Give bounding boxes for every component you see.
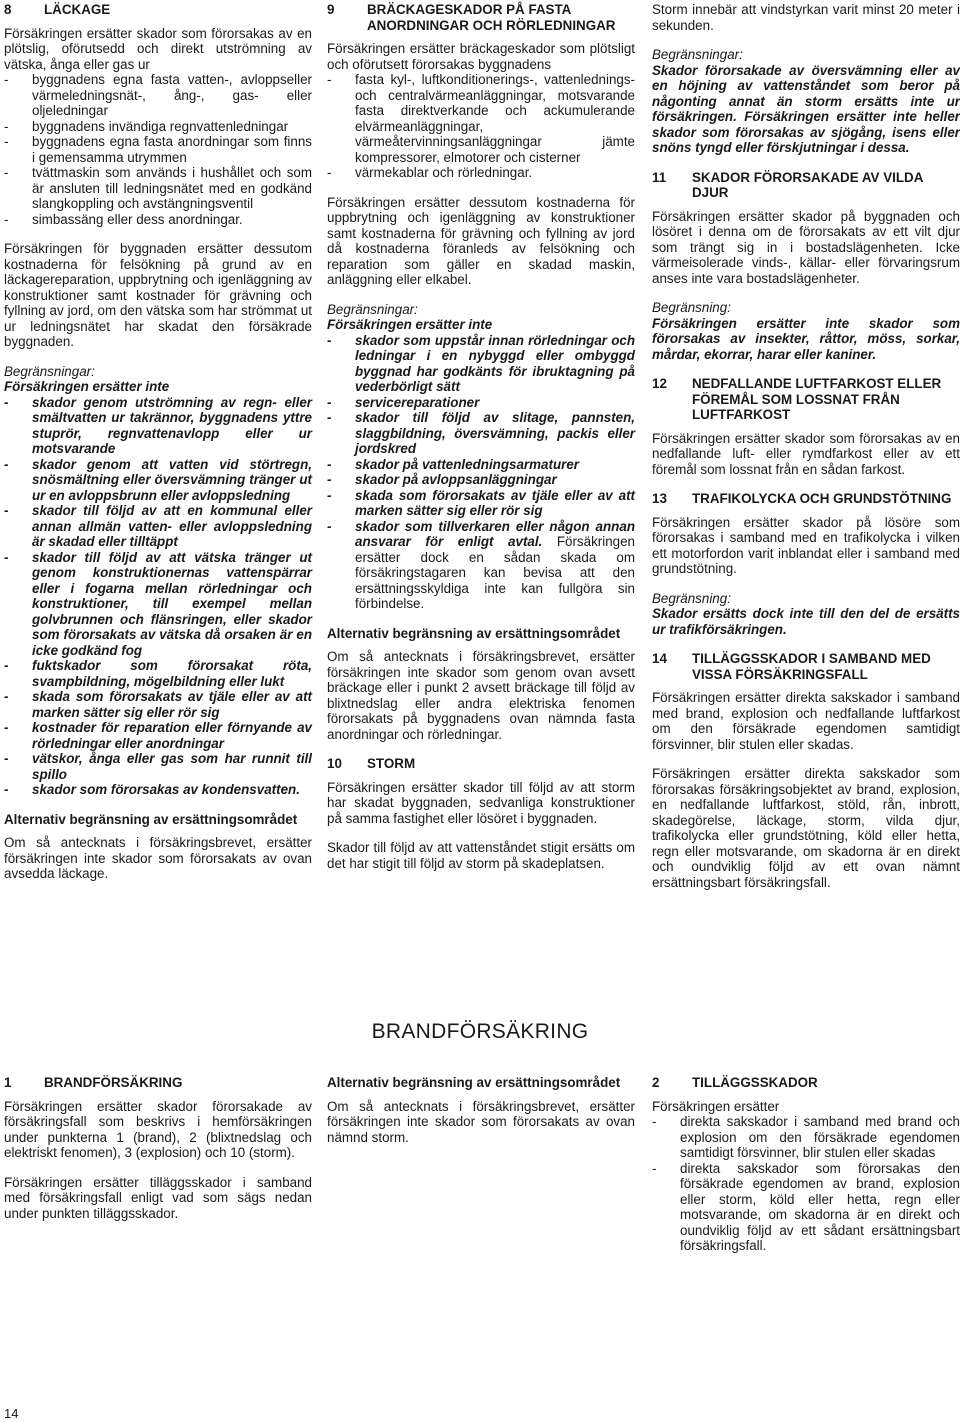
paragraph: Om så antecknats i försäkringsbrevet, ersätter försäkringen inte skador som förorsakats av ovan avsedda läckage.	[4, 835, 312, 881]
paragraph: Försäkringen ersätter	[652, 1098, 780, 1114]
section-title: TRAFIKOLYCKA OCH GRUNDSTÖTNING	[692, 491, 952, 506]
page-number: 14	[4, 1406, 19, 1421]
chapter-title: BRANDFÖRSÄKRING	[371, 1020, 589, 1043]
alt-limitation-heading: Alternativ begränsning av ersättningsområdet	[327, 1075, 621, 1090]
section-number: 9	[327, 2, 335, 17]
bullet-list	[652, 1114, 960, 1254]
paragraph: Skador till följd av att vattenståndet stigit ersätts om det har stigit till följd av storm på skadeplatsen.	[327, 840, 635, 871]
list-item: - skador som förorsakas av kondensvatten.	[4, 782, 312, 798]
paragraph: Om så antecknats i försäkringsbrevet, ersätter försäkringen inte skador som genom ovan avsett bräckage eller i punkt 2 avsett bräckage till följd av blixtnedslag eller andra elektriska fenomen förorsakats på byggnadens ovan nämnda fasta anordningar och rörledningar.	[327, 649, 635, 742]
list-item: - skada som förorsakats av tjäle eller av att marken sätter sig eller rör sig	[327, 488, 635, 519]
section-8-heading	[4, 2, 312, 18]
section-9-heading	[327, 2, 635, 33]
section-title: NEDFALLANDE LUFTFARKOST ELLER FÖREMÅL SOM LOSSNAT FRÅN LUFTFARKOST	[692, 376, 942, 422]
list-item: - skador till följd av att vätska tränger ut genom konstruktionernas vattenspärrar eller i fogarna mellan rörledningar och konstruktioner, till exempel mellan golvbrunnen och flänsringen, eller skador som förorsakats av vätska då orsaken är en icke godkänd fog	[4, 550, 312, 659]
list-item: - skador genom utströmning av regn- eller smältvatten ur takrännor, byggnadens yttre stuprör, regnvattenavlopp eller ur motsvarande	[4, 395, 312, 457]
paragraph: Storm innebär att vindstyrkan varit minst 20 meter i sekunden.	[652, 2, 960, 33]
list-item: - skador till följd av att en kommunal eller annan allmän vatten- eller avloppsledning är skadad eller tilltäppt	[4, 503, 312, 550]
limitation-intro: Försäkringen ersätter inte	[327, 317, 493, 332]
list-item: - direkta sakskador som förorsakas den försäkrade egendomen av brand, explosion eller storm, köld eller hetta, regn eller motsvarande, om skadorna är en direkt och oundviklig följd av ett sådant ersättningsbart försäkringsfall.	[652, 1161, 960, 1254]
list-item: - värmekablar och rörledningar.	[327, 165, 635, 181]
section-14-heading	[652, 651, 960, 682]
list-item: - fuktskador som förorsakat röta, svampbildning, mögelbildning eller lukt	[4, 658, 312, 689]
list-item: - skador genom att vatten vid störtregn, snösmältning eller översvämning tränger ut ur en avloppsbrunn eller avloppsledning	[4, 457, 312, 504]
section-title: LÄCKAGE	[44, 2, 111, 17]
list-item: - simbassäng eller dess anordningar.	[4, 212, 312, 228]
column-3	[652, 2, 960, 904]
list-item: - byggnadens egna fasta vatten-, avloppseller värmeledningsnät-, ång-, gas- eller oljeledningar	[4, 72, 312, 119]
paragraph: Försäkringen ersätter bräckageskador som plötsligt och oförutsett förorsakas byggnadens	[327, 41, 635, 72]
list-item: - servicereparationer	[327, 395, 635, 411]
paragraph: Försäkringen ersätter tilläggsskador i samband med försäkringsfall enligt vad som sägs nedan under punkten tilläggsskador.	[4, 1174, 312, 1221]
section-title: TILLÄGGSSKADOR	[692, 1075, 818, 1090]
alt-limitation-heading: Alternativ begränsning av ersättningsområdet	[327, 625, 621, 641]
paragraph: Försäkringen ersätter direkta sakskador som förorsakas försäkringsobjektet av brand, explosion, en nedfallande luftfarkost, stöld, rån, inbrott, skadegörelse, läckage, storm, vilda djur, trafikolycka eller grundstötning, köld eller hetta, regn eller motsvarande, om skadorna är en direkt och oundviklig följd av ett ovan nämnt ersättningsbart försäkringsfall.	[652, 766, 960, 890]
section-13-heading	[652, 491, 960, 507]
paragraph: Försäkringen ersätter skador som förorsakas av en plötslig, oförutsedd och direkt utströmning av vätska, ånga eller gas ur	[4, 25, 312, 72]
bottom-column-2	[327, 1075, 635, 1159]
paragraph: Försäkringen ersätter skador på byggnaden och lösöret i denna om de förorsakats av ett vilt djur som trängt sig in i bostadslägenheten. Icke värmeisolerade vinds-, källar- eller förvaringsrum anses inte vara bostadslägenheter.	[652, 208, 960, 286]
bottom-column-3	[652, 1075, 960, 1268]
column-2	[327, 2, 635, 885]
limitation-text: Försäkringen ersätter inte skador som förorsakas av insekter, råttor, möss, sorkar, mårdar, ekorrar, harar eller kaniner.	[652, 315, 960, 362]
section-11-heading	[652, 170, 960, 201]
section-number: 14	[652, 651, 667, 666]
paragraph: Försäkringen ersätter dessutom kostnaderna för uppbrytning och igenläggning av konstruktioner samt kostnaderna för grävning och fyllning av jord då kostnaderna föranleds av felsökning och reparation som gäller en skadad maskin, anläggning eller elkabel.	[327, 194, 635, 287]
list-item: - skador som uppstår innan rörledningar och ledningar i en nybyggd eller ombyggd byggnad har godkänts för ibruktagning på vederbörligt sätt	[327, 333, 635, 395]
section-number: 12	[652, 376, 667, 391]
list-item: - skador på vattenledningsarmaturer	[327, 457, 635, 473]
list-item: - byggnadens invändiga regnvattenledningar	[4, 119, 312, 135]
paragraph: Försäkringen ersätter skador som förorsakas av en nedfallande luft- eller rymdfarkost eller av ett föremål som lossnat från en sådan farkost.	[652, 430, 960, 477]
section-number: 10	[327, 756, 342, 771]
limitation-label: Begränsning:	[652, 300, 731, 315]
list-item: - byggnadens egna fasta anordningar som finns i gemensamma utrymmen	[4, 134, 312, 165]
section-title: TILLÄGGSSKADOR I SAMBAND MED VISSA FÖRSÄKRINGSFALL	[692, 651, 931, 682]
section-title: BRANDFÖRSÄKRING	[44, 1075, 183, 1090]
list-item: - skador på avloppsanläggningar	[327, 472, 635, 488]
limitation-text: Skador förorsakade av översvämning eller av en höjning av vattenståndet som beror på någonting annat än storm ersätts inte ur försäkringen. Försäkringen ersätter inte heller skador som förorsakas av sjögång, isens eller snöns tyngd eller förskjutningar i dessa.	[652, 62, 960, 155]
list-item	[327, 519, 635, 612]
list-item: - kostnader för reparation eller förnyande av rörledningar eller anordningar	[4, 720, 312, 751]
section-number: 13	[652, 491, 667, 506]
limitation-exception: Försäkringen ersätter dock en sådan skada om försäkringstagaren kan bevisa att den ersättningsskyldiga inte kan fullgöra sin förbindelse.	[355, 534, 635, 611]
paragraph: Försäkringen ersätter direkta sakskador i samband med brand, explosion och nedfallande luftfarkost om den försäkrade egendomen samtidigt försvinner, blir stulen eller skadas.	[652, 690, 960, 752]
section-12-heading	[652, 376, 960, 423]
limitation-label: Begränsning:	[652, 590, 731, 606]
limitation-label: Begränsningar:	[4, 363, 95, 379]
bottom-column-1	[4, 1075, 312, 1235]
bullet-list	[4, 72, 312, 227]
paragraph: Försäkringen ersätter skador förorsakade av försäkringsfall som beskrivs i hemförsäkringen under punkterna 1 (brand), 2 (blixtnedslag och elektriskt fenomen), 3 (explosion) och 10 (storm).	[4, 1098, 312, 1160]
column-1	[4, 2, 312, 896]
brand-section-1-heading	[4, 1075, 312, 1091]
brand-section-2-heading	[652, 1075, 960, 1091]
list-item: - skada som förorsakats av tjäle eller av att marken sätter sig eller rör sig	[4, 689, 312, 720]
list-item: - tvättmaskin som används i hushållet och som är ansluten till ledningsnätet med en godkänd slangkoppling och avstängningsventil	[4, 165, 312, 212]
paragraph: Försäkringen ersätter skador på lösöre som förorsakas i samband med en trafikolycka i vilken ett motorfordon varit inblandat eller i samband med grundstötning.	[652, 514, 960, 576]
limitation-list	[327, 333, 635, 612]
section-number: 8	[4, 2, 12, 17]
list-item: - direkta sakskador i samband med brand och explosion om den försäkrade egendomen samtidigt försvinner, blir stulen eller skadas	[652, 1114, 960, 1161]
section-10-heading	[327, 756, 635, 772]
limitation-label: Begränsningar:	[327, 301, 418, 317]
limitation-bold: skador som tillverkaren eller någon annan ansvarar för enligt avtal.	[355, 518, 635, 549]
paragraph: Försäkringen ersätter skador till följd av att storm har skadat byggnaden, sedvanliga konstruktioner på samma fastighet eller lösöret i byggnaden.	[327, 779, 635, 826]
paragraph: Om så antecknats i försäkringsbrevet, ersätter försäkringen inte skador som förorsakats av ovan nämnd storm.	[327, 1098, 635, 1145]
list-item: - fasta kyl-, luftkonditionerings-, vattenlednings- och centralvärmeanläggningar, motsvarande fasta direktverkande och ackumulerande elvärmeanläggningar, värmeåtervinningsanläggningar jämte kompressorer, elmotorer och cisterner	[327, 72, 635, 165]
section-title: BRÄCKAGESKADOR PÅ FASTA ANORDNINGAR OCH RÖRLEDNINGAR	[367, 2, 616, 33]
limitation-list	[4, 395, 312, 798]
list-item: - vätskor, ånga eller gas som har runnit till spillo	[4, 751, 312, 782]
limitation-text: Skador ersätts dock inte till den del de ersätts ur trafikförsäkringen.	[652, 606, 960, 637]
list-item: - skador till följd av slitage, pannsten, slaggbildning, översvämning, packis eller jordskred	[327, 410, 635, 457]
paragraph: Försäkringen för byggnaden ersätter dessutom kostnaderna för felsökning på grund av en läckagereparation, uppbrytning och igenläggning av konstruktioner samt kostnader för grävning och fyllning av jord, om den vätska som har strömmat ut ur ledningsnätet har skadat den försäkrade byggnaden.	[4, 241, 312, 349]
section-title: SKADOR FÖRORSAKADE AV VILDA DJUR	[692, 169, 923, 200]
bullet-list	[327, 72, 635, 181]
limitation-intro: Försäkringen ersätter inte	[4, 379, 170, 394]
section-number: 2	[652, 1075, 660, 1090]
section-number: 1	[4, 1075, 12, 1090]
section-number: 11	[652, 169, 667, 185]
limitation-label: Begränsningar:	[652, 47, 743, 62]
section-title: STORM	[367, 756, 416, 771]
alt-limitation-heading: Alternativ begränsning av ersättningsområdet	[4, 811, 298, 827]
